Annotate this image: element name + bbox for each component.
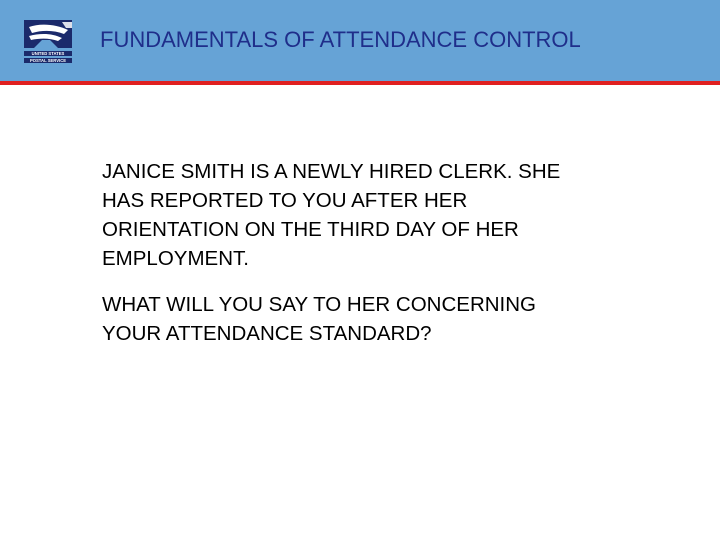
scenario-line: EMPLOYMENT.: [102, 247, 249, 270]
slide-title: FUNDAMENTALS OF ATTENDANCE CONTROL: [100, 27, 581, 52]
question-line: YOUR ATTENDANCE STANDARD?: [102, 322, 432, 345]
scenario-line: JANICE SMITH IS A NEWLY HIRED CLERK. SHE: [102, 160, 561, 183]
scenario-line: HAS REPORTED TO YOU AFTER HER: [102, 189, 468, 212]
slide-body: [102, 157, 682, 348]
scenario-paragraph: [102, 157, 682, 273]
question-line: WHAT WILL YOU SAY TO HER CONCERNING: [102, 293, 536, 316]
logo-text-line-1: UNITED STATES: [31, 51, 65, 56]
scenario-line: ORIENTATION ON THE THIRD DAY OF HER: [102, 218, 519, 241]
logo-text-line-2: POSTAL SERVICE: [29, 58, 67, 63]
usps-eagle-logo-icon: [20, 18, 76, 64]
question-paragraph: [102, 290, 682, 348]
header-red-stripe: [0, 81, 720, 85]
header-bar: [0, 0, 720, 81]
